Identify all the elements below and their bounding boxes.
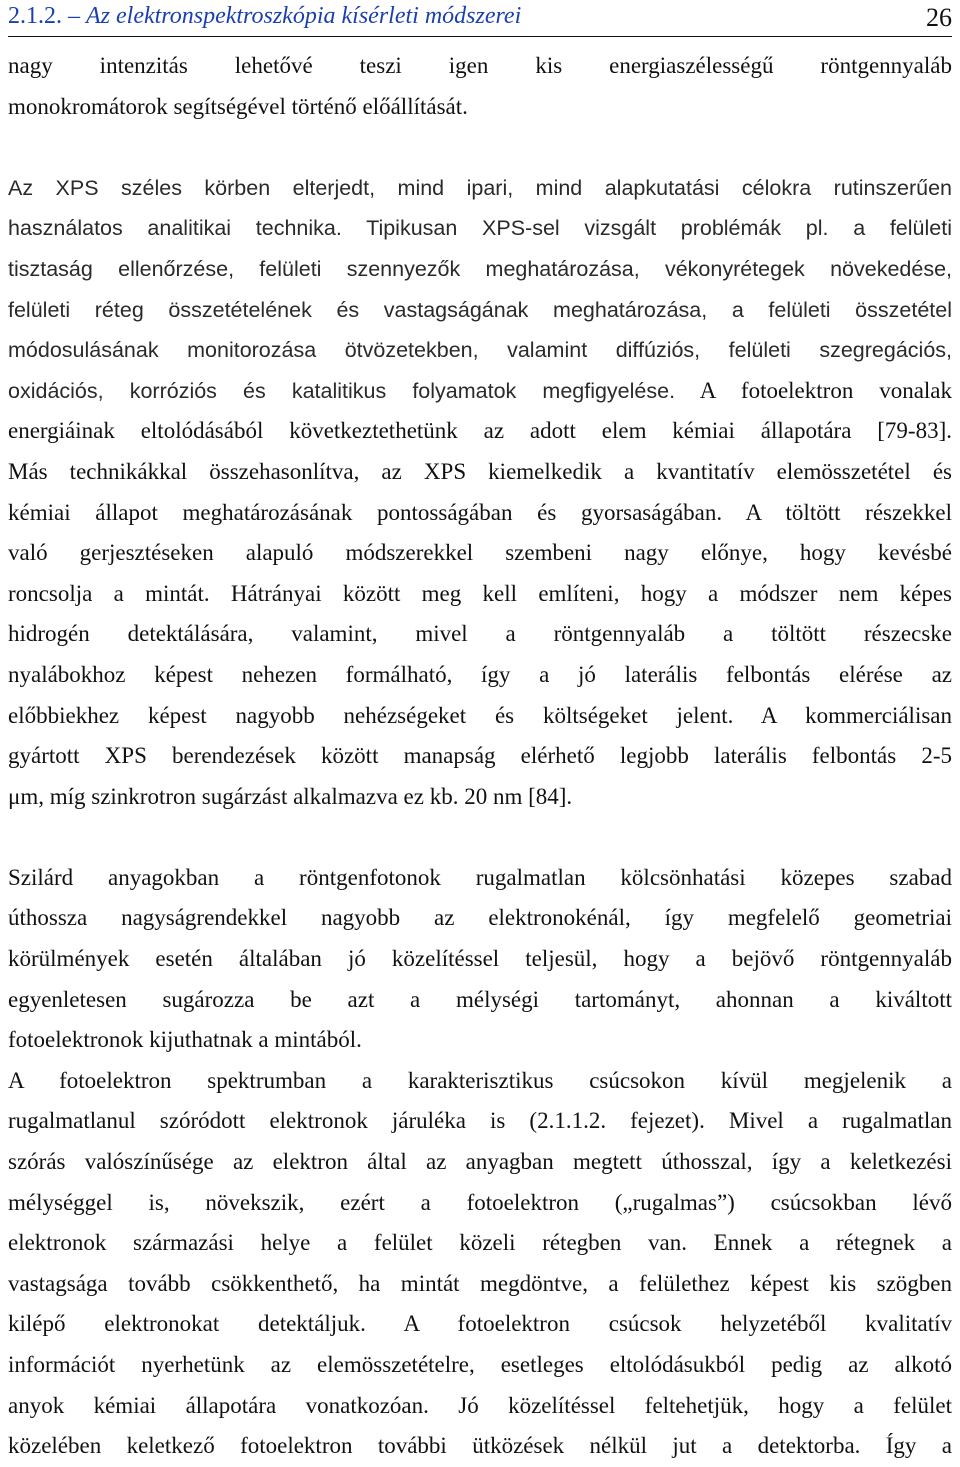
text-line: anyok kémiai állapotára vonatkozóan. Jó közelítéssel feltehetjük, hogy a felület bbox=[8, 1392, 952, 1418]
text-line: elektronok származási helye a felület közeli rétegben van. Ennek a rétegnek a bbox=[8, 1230, 952, 1256]
text-line: kilépő elektronokat detektáljuk. A fotoelektron csúcsok helyzetéből kvalitatív bbox=[8, 1311, 952, 1337]
text-line: hidrogén detektálására, valamint, mivel a röntgennyaláb a töltött részecske bbox=[8, 621, 952, 647]
text-line: rugalmatlanul szóródott elektronok járuléka is (2.1.1.2. fejezet). Mivel a rugalmatlan bbox=[8, 1108, 952, 1134]
page-header bbox=[8, 0, 952, 37]
section-number: 2.1.2. – bbox=[8, 3, 80, 29]
text-line: energiáinak eltolódásából következtethetünk az adott elem kémiai állapotára [79-83]. bbox=[8, 418, 952, 444]
text-line: információt nyerhetünk az elemösszetételre, esetleges eltolódásukból pedig az alkotó bbox=[8, 1352, 952, 1377]
text-line: monokromátorok segítségével történő előállítását. bbox=[8, 93, 468, 119]
page-number: 26 bbox=[926, 3, 952, 32]
text-line: gyártott XPS berendezések között manapság elérhető legjobb laterális felbontás 2-5 bbox=[8, 743, 952, 769]
text-line: nagy intenzitás lehetővé teszi igen kis energiaszélességű röntgennyaláb bbox=[8, 53, 952, 78]
paragraph-1 bbox=[8, 46, 952, 127]
text-line: roncsolja a mintát. Hátrányai között meg kell említeni, hogy a módszer nem képes bbox=[8, 580, 952, 606]
text-line bbox=[8, 371, 952, 412]
text-span: A fotoelektron vonalak bbox=[699, 377, 952, 403]
text-line: közelében keletkező fotoelektron további ütközések nélkül jut a detektorba. Így a bbox=[8, 1433, 952, 1459]
text-line: Az XPS széles körben elterjedt, mind ipari, mind alapkutatási célokra rutinszerűen bbox=[8, 175, 952, 200]
text-line: fotoelektronok kijuthatnak a mintából. bbox=[8, 1027, 362, 1053]
text-line: egyenletesen sugározza be azt a mélységi tartományt, ahonnan a kiváltott bbox=[8, 986, 952, 1012]
text-line: A fotoelektron spektrumban a karakterisztikus csúcsokon kívül megjelenik a bbox=[8, 1067, 952, 1093]
paragraph-4 bbox=[8, 1061, 952, 1467]
text-line: előbbiekhez képest nagyobb nehézségeket és költségeket jelent. A kommerciálisan bbox=[8, 702, 952, 728]
text-line: μm, míg szinkrotron sugárzást alkalmazva ez kb. 20 nm [84]. bbox=[8, 783, 573, 809]
text-line: módosulásának monitorozása ötvözetekben, valamint diffúziós, felületi szegregációs, bbox=[8, 338, 952, 363]
text-line: nyalábokhoz képest nehezen formálható, így a jó laterális felbontás elérése az bbox=[8, 661, 952, 687]
text-line: úthossza nagyságrendekkel nagyobb az elektronokénál, így megfelelő geometriai bbox=[8, 905, 952, 931]
page-body bbox=[8, 46, 952, 1467]
running-head bbox=[8, 0, 521, 32]
text-line: szórás valószínűsége az elektron által az anyagban megtett úthosszal, így a keletkezési bbox=[8, 1149, 952, 1175]
text-span: oxidációs, korróziós és katalitikus folyamatok megfigyelése. bbox=[8, 378, 676, 403]
text-line: használatos analitikai technika. Tipikusan XPS-sel vizsgált problémák pl. a felületi bbox=[8, 216, 952, 241]
text-line: való gerjesztéseken alapuló módszerekkel szembeni nagy előnye, hogy kevésbé bbox=[8, 540, 952, 566]
text-line: Más technikákkal összehasonlítva, az XPS kiemelkedik a kvantitatív elemösszetétel és bbox=[8, 458, 952, 484]
text-line: Szilárd anyagokban a röntgenfotonok rugalmatlan kölcsönhatási közepes szabad bbox=[8, 864, 952, 890]
text-line: mélységgel is, növekszik, ezért a fotoelektron („rugalmas”) csúcsokban lévő bbox=[8, 1189, 952, 1215]
text-line: vastagsága tovább csökkenthető, ha mintát megdöntve, a felülethez képest kis szögben bbox=[8, 1270, 952, 1296]
text-line: kémiai állapot meghatározásának pontosságában és gyorsaságában. A töltött részekkel bbox=[8, 499, 952, 525]
text-line: körülmények esetén általában jó közelítéssel teljesül, hogy a bejövő röntgennyaláb bbox=[8, 946, 952, 972]
text-line: felületi réteg összetételének és vastagságának meghatározása, a felületi összetétel bbox=[8, 297, 952, 322]
paragraph-3 bbox=[8, 858, 952, 1061]
paragraph-2 bbox=[8, 168, 952, 818]
text-line: tisztaság ellenőrzése, felületi szennyezők meghatározása, vékonyrétegek növekedése, bbox=[8, 256, 952, 281]
section-title: Az elektronspektroszkópia kísérleti módszerei bbox=[86, 3, 522, 29]
